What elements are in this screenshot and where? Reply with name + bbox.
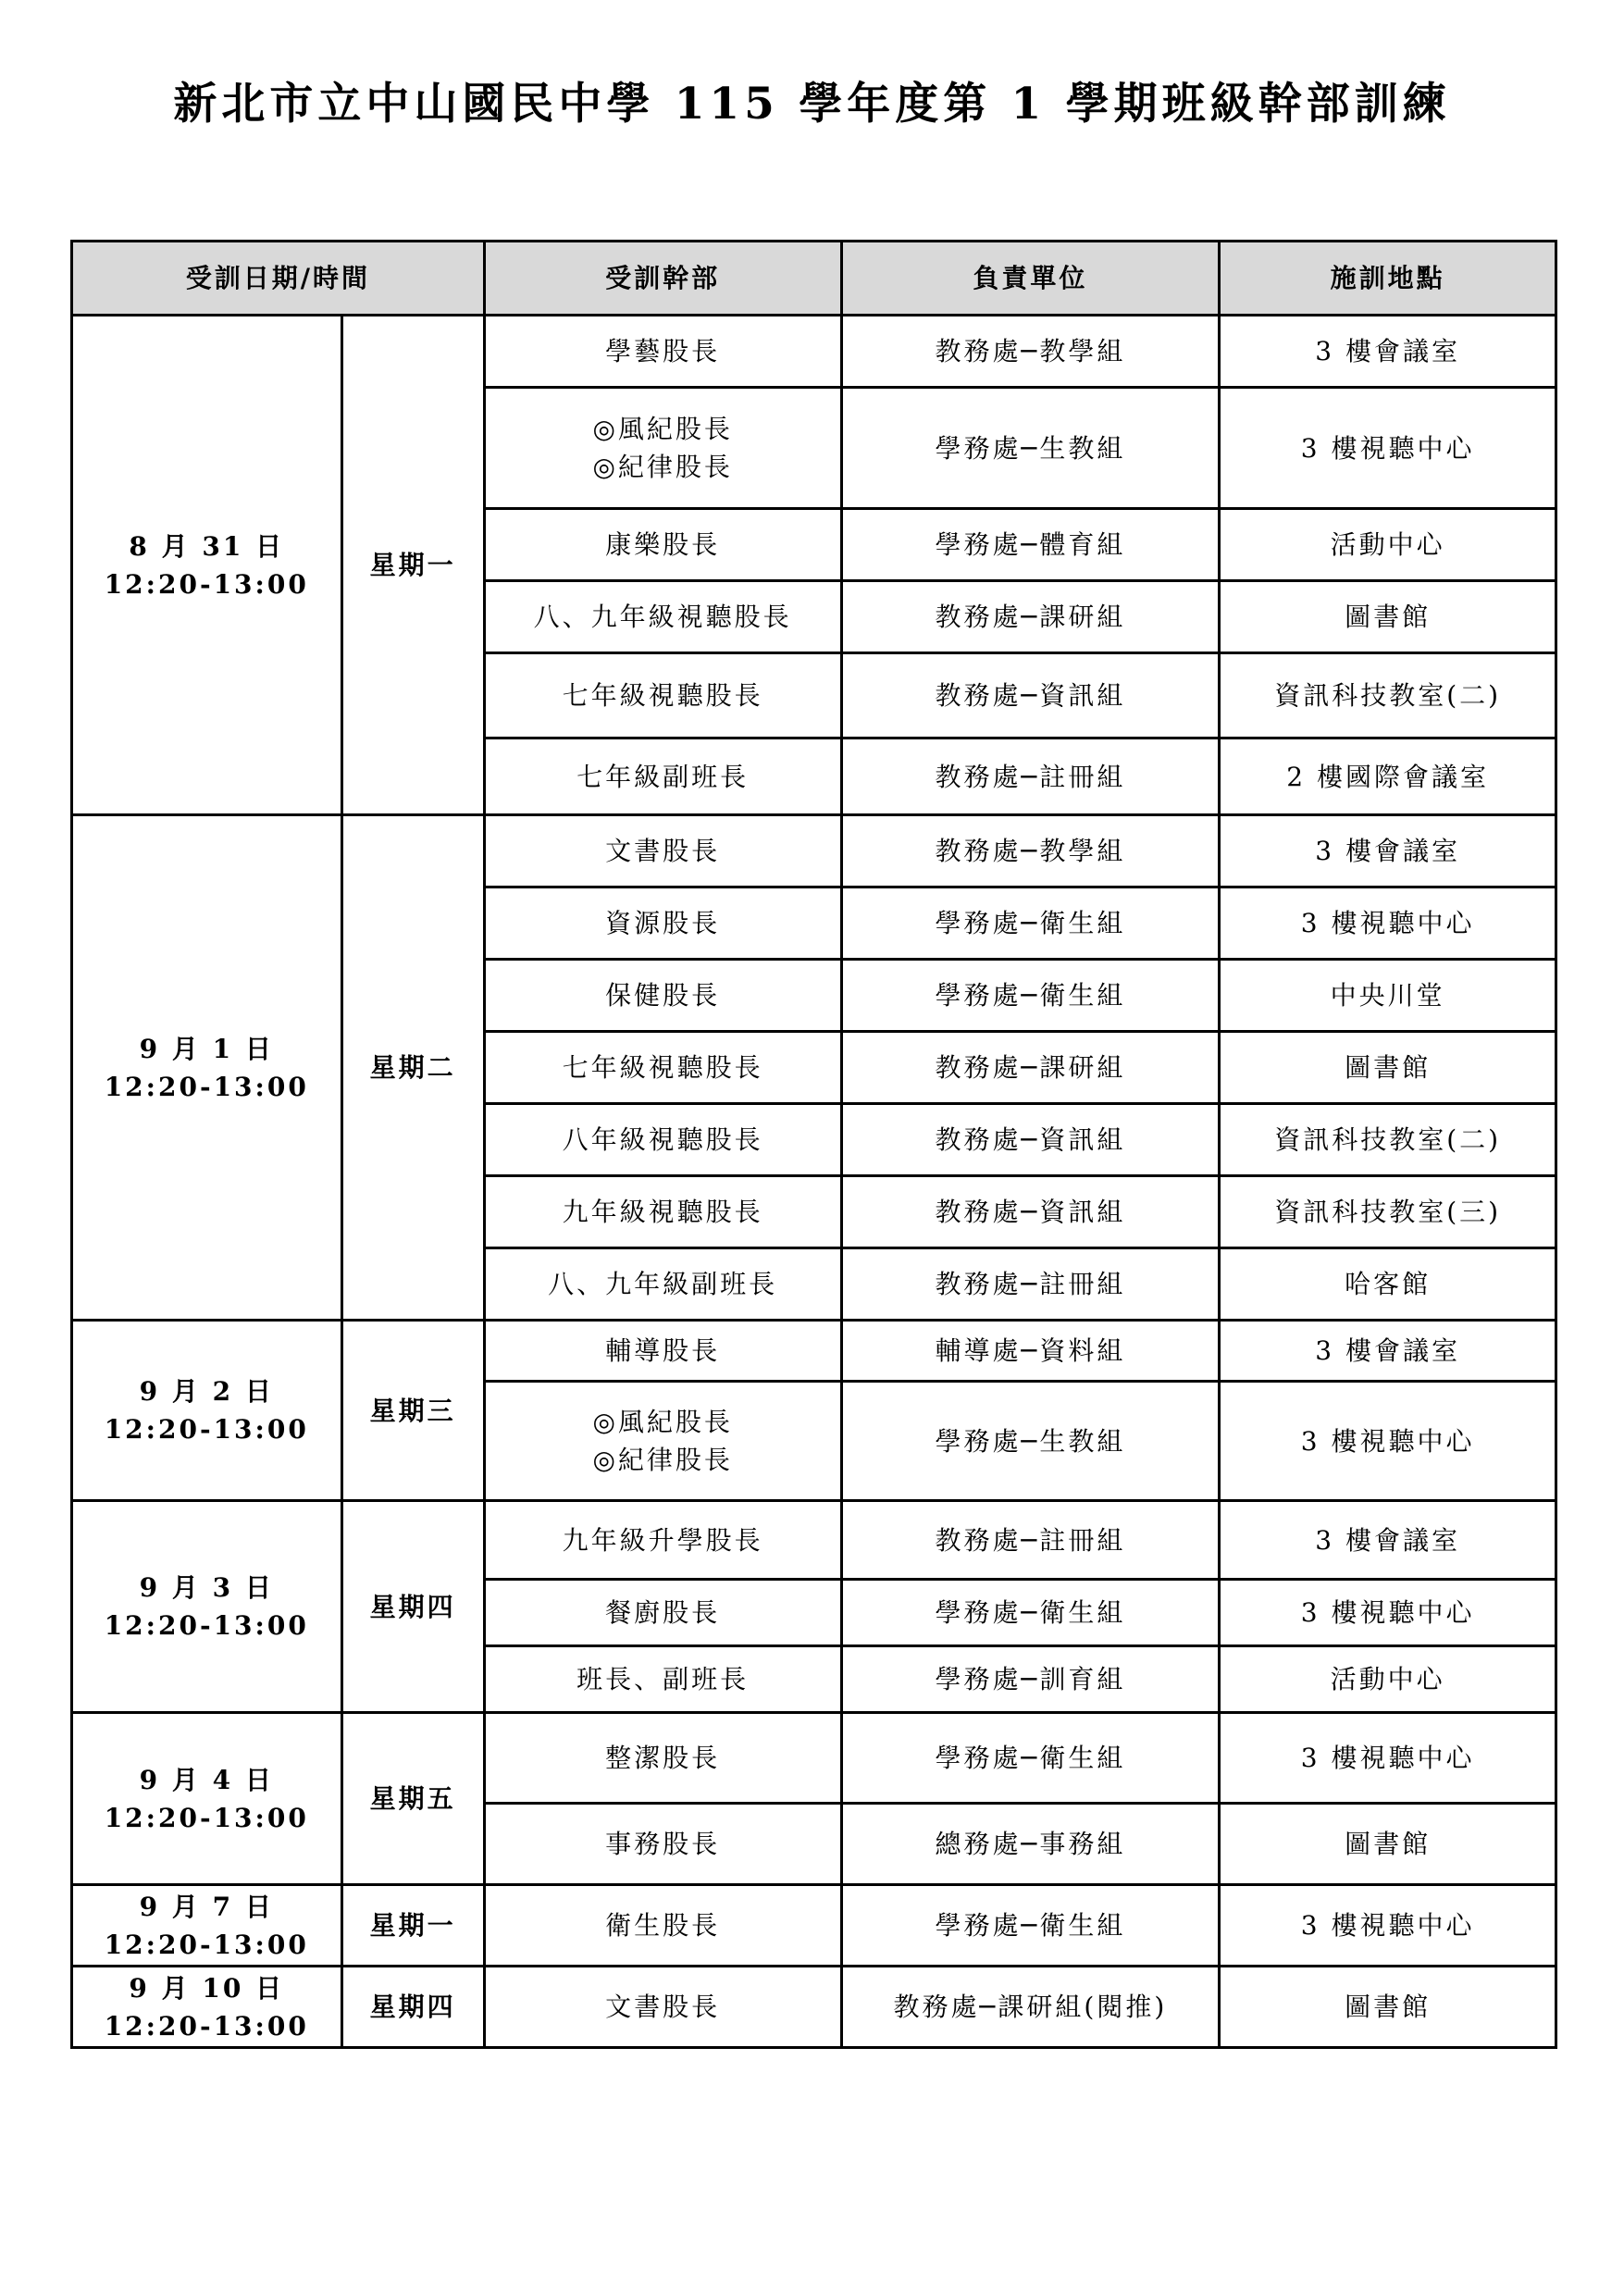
session-date-cell [72,316,342,815]
cadre-cell [484,1032,841,1104]
unit-cell: 學務處─生教組 [841,388,1220,509]
cadre-name: 九年級視聽股長 [562,1197,763,1227]
cadre-cell [484,1580,841,1646]
session-time: 12:20-13:00 [104,1802,309,1833]
session-time: 12:20-13:00 [104,568,309,600]
location-cell: 3 樓視聽中心 [1220,1382,1556,1501]
cadre-cell [484,815,841,887]
session-weekday: 星期三 [341,1321,484,1501]
header-location: 施訓地點 [1220,242,1556,316]
cadre-cell [484,738,841,815]
header-unit: 負責單位 [841,242,1220,316]
location-cell: 活動中心 [1220,1646,1556,1713]
location-cell: 資訊科技教室(二) [1220,1104,1556,1176]
cadre-cell [484,1176,841,1248]
cadre-name: 文書股長 [605,836,721,866]
cadre-name: 康樂股長 [605,529,721,560]
cadre-name: 七年級視聽股長 [562,1052,763,1083]
session-date: 9 月 2 日 [139,1376,274,1407]
cadre-cell [484,887,841,960]
cadre-cell [484,653,841,738]
cadre-cell [484,1713,841,1804]
unit-cell: 學務處─衛生組 [841,1580,1220,1646]
unit-cell: 學務處─衛生組 [841,1713,1220,1804]
unit-cell: 教務處─課研組 [841,1032,1220,1104]
unit-cell: 教務處─資訊組 [841,1104,1220,1176]
location-cell: 3 樓會議室 [1220,815,1556,887]
table-row [72,1713,1556,1804]
cadre-name: 七年級視聽股長 [562,680,763,711]
cadre-cell [484,1104,841,1176]
location-cell: 中央川堂 [1220,960,1556,1032]
location-cell: 3 樓視聽中心 [1220,1580,1556,1646]
cadre-cell [484,1248,841,1321]
cadre-cell [484,1382,841,1501]
unit-cell: 教務處─教學組 [841,316,1220,388]
cadre-name: ◎風紀股長 [592,414,733,444]
session-weekday: 星期四 [341,1967,484,2048]
cadre-cell [484,1501,841,1580]
session-date-cell [72,1967,342,2048]
cadre-cell [484,1885,841,1967]
unit-cell: 輔導處─資料組 [841,1321,1220,1382]
page-title: 新北市立中山國民中學 115 學年度第 1 學期班級幹部訓練 [173,79,1451,130]
session-weekday: 星期四 [341,1501,484,1713]
table-header-row [72,242,1556,316]
location-cell: 3 樓視聽中心 [1220,887,1556,960]
location-cell: 3 樓會議室 [1220,316,1556,388]
session-time: 12:20-13:00 [104,1929,309,1960]
session-date: 9 月 3 日 [139,1572,274,1603]
table-row [72,815,1556,887]
cadre-cell [484,1646,841,1713]
location-cell: 3 樓會議室 [1220,1321,1556,1382]
table-row [72,316,1556,388]
unit-cell: 教務處─資訊組 [841,1176,1220,1248]
location-cell: 3 樓視聽中心 [1220,388,1556,509]
unit-cell: 教務處─註冊組 [841,1501,1220,1580]
unit-cell: 教務處─資訊組 [841,653,1220,738]
table-body [72,316,1556,2048]
session-date-cell [72,1321,342,1501]
cadre-name: 八、九年級視聽股長 [533,602,792,632]
location-cell: 哈客館 [1220,1248,1556,1321]
session-date-cell [72,1713,342,1885]
unit-cell: 教務處─註冊組 [841,738,1220,815]
table-row [72,1885,1556,1967]
cadre-name-second: ◎紀律股長 [592,1445,733,1475]
cadre-name: 衛生股長 [605,1910,721,1941]
cadre-cell [484,1967,841,2048]
location-cell: 圖書館 [1220,1967,1556,2048]
session-time: 12:20-13:00 [104,2010,309,2042]
cadre-cell [484,960,841,1032]
cadre-name: 八、九年級副班長 [548,1269,778,1299]
session-weekday: 星期五 [341,1713,484,1885]
unit-cell: 總務處─事務組 [841,1804,1220,1885]
header-datetime: 受訓日期/時間 [72,242,485,316]
session-date-cell [72,815,342,1321]
table-row [72,1967,1556,2048]
cadre-name: ◎風紀股長 [592,1407,733,1437]
cadre-cell [484,1321,841,1382]
location-cell: 圖書館 [1220,1804,1556,1885]
training-schedule-table [70,240,1557,2049]
cadre-cell [484,581,841,653]
unit-cell: 教務處─課研組(閱推) [841,1967,1220,2048]
cadre-cell [484,509,841,581]
cadre-cell [484,316,841,388]
unit-cell: 學務處─訓育組 [841,1646,1220,1713]
location-cell: 圖書館 [1220,1032,1556,1104]
cadre-name: 七年級副班長 [576,761,750,792]
location-cell: 3 樓會議室 [1220,1501,1556,1580]
cadre-cell [484,1804,841,1885]
location-cell: 3 樓視聽中心 [1220,1885,1556,1967]
session-date-cell [72,1501,342,1713]
unit-cell: 教務處─課研組 [841,581,1220,653]
unit-cell: 教務處─註冊組 [841,1248,1220,1321]
session-weekday: 星期一 [341,316,484,815]
session-time: 12:20-13:00 [104,1610,309,1641]
header-cadre: 受訓幹部 [484,242,841,316]
session-date-cell [72,1885,342,1967]
session-date: 9 月 7 日 [139,1891,274,1922]
session-date: 8 月 31 日 [129,530,285,562]
location-cell: 2 樓國際會議室 [1220,738,1556,815]
cadre-name: 學藝股長 [605,336,721,366]
session-weekday: 星期二 [341,815,484,1321]
unit-cell: 學務處─生教組 [841,1382,1220,1501]
unit-cell: 教務處─教學組 [841,815,1220,887]
cadre-name-second: ◎紀律股長 [592,452,733,482]
unit-cell: 學務處─衛生組 [841,1885,1220,1967]
table-row [72,1321,1556,1382]
cadre-name: 保健股長 [605,980,721,1011]
session-time: 12:20-13:00 [104,1071,309,1102]
cadre-name: 九年級升學股長 [562,1524,763,1556]
session-time: 12:20-13:00 [104,1414,309,1445]
location-cell: 圖書館 [1220,581,1556,653]
session-date: 9 月 10 日 [129,1972,285,2004]
unit-cell: 學務處─衛生組 [841,887,1220,960]
cadre-name: 文書股長 [605,1992,721,2022]
session-date: 9 月 4 日 [139,1764,274,1795]
location-cell: 活動中心 [1220,509,1556,581]
location-cell: 資訊科技教室(三) [1220,1176,1556,1248]
session-weekday: 星期一 [341,1885,484,1967]
cadre-name: 八年級視聽股長 [562,1124,763,1155]
session-date: 9 月 1 日 [139,1033,274,1064]
location-cell: 3 樓視聽中心 [1220,1713,1556,1804]
cadre-name: 整潔股長 [605,1743,721,1773]
cadre-name: 事務股長 [605,1829,721,1859]
table-row [72,1501,1556,1580]
cadre-name: 輔導股長 [605,1335,721,1366]
cadre-cell [484,388,841,509]
cadre-name: 班長、副班長 [576,1664,750,1694]
unit-cell: 學務處─體育組 [841,509,1220,581]
cadre-name: 資源股長 [605,908,721,938]
location-cell: 資訊科技教室(二) [1220,653,1556,738]
cadre-name: 餐廚股長 [605,1597,721,1628]
unit-cell: 學務處─衛生組 [841,960,1220,1032]
